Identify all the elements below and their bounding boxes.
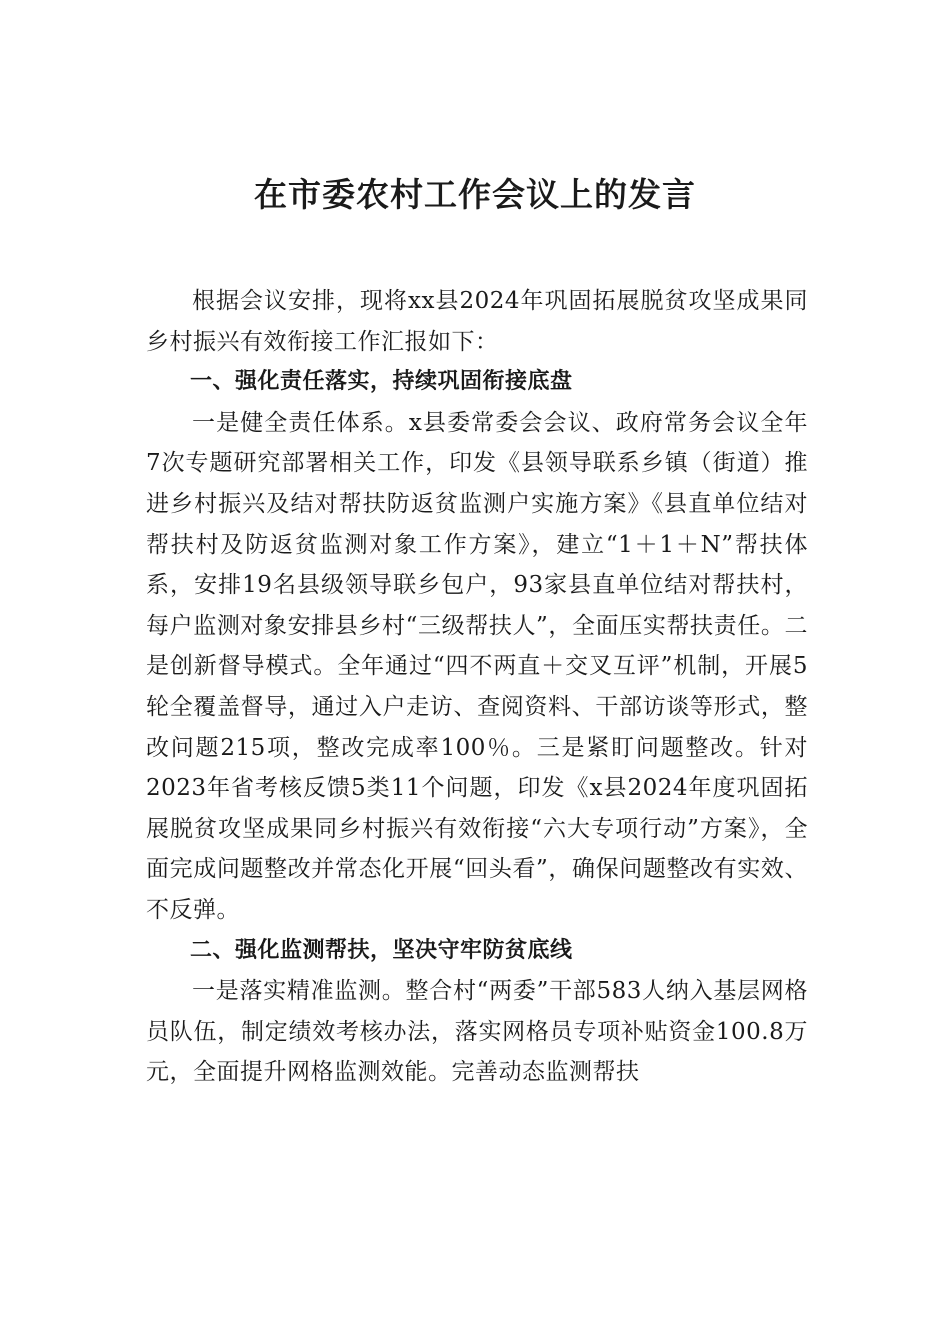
section-paragraph-2: 一是落实精准监测。整合村“两委”干部583人纳入基层网格员队伍，制定绩效考核办法，落实网格员专项补贴资金100.8万元，全面提升网格监测效能。完善动态监测帮扶 [146, 978, 808, 1086]
intro-paragraph: 根据会议安排，现将xx县2024年巩固拓展脱贫攻坚成果同乡村振兴有效衔接工作汇报如下： [146, 288, 808, 355]
section-heading-1: 一、强化责任落实，持续巩固衔接底盘 [190, 369, 573, 395]
section-heading-2: 二、强化监测帮扶，坚决守牢防贫底线 [190, 937, 573, 963]
section-paragraph-1: 一是健全责任体系。x县委常委会会议、政府常务会议全年7次专题研究部署相关工作，印发《县领导联系乡镇（街道）推进乡村振兴及结对帮扶防返贫监测户实施方案》《县直单位结对帮扶村及防返贫监测对象工作方案》，建立“1＋1＋N”帮扶体系，安排19名县级领导联乡包户，93家县直单位结对帮扶村，每户监测对象安排县乡村“三级帮扶人”，全面压实帮扶责任。二是创新督导模式。全年通过“四不两直＋交叉互评”机制，开展5轮全覆盖督导，通过入户走访、查阅资料、干部访谈等形式，整改问题215项，整改完成率100％。三是紧盯问题整改。针对2023年省考核反馈5类11个问题，印发《x县2024年度巩固拓展脱贫攻坚成果同乡村振兴有效衔接“六大专项行动”方案》，全面完成问题整改并常态化开展“回头看”，确保问题整改有实效、不反弹。 [146, 409, 808, 923]
document-title: 在市委农村工作会议上的发言 [254, 175, 696, 214]
document-body [146, 281, 808, 1093]
